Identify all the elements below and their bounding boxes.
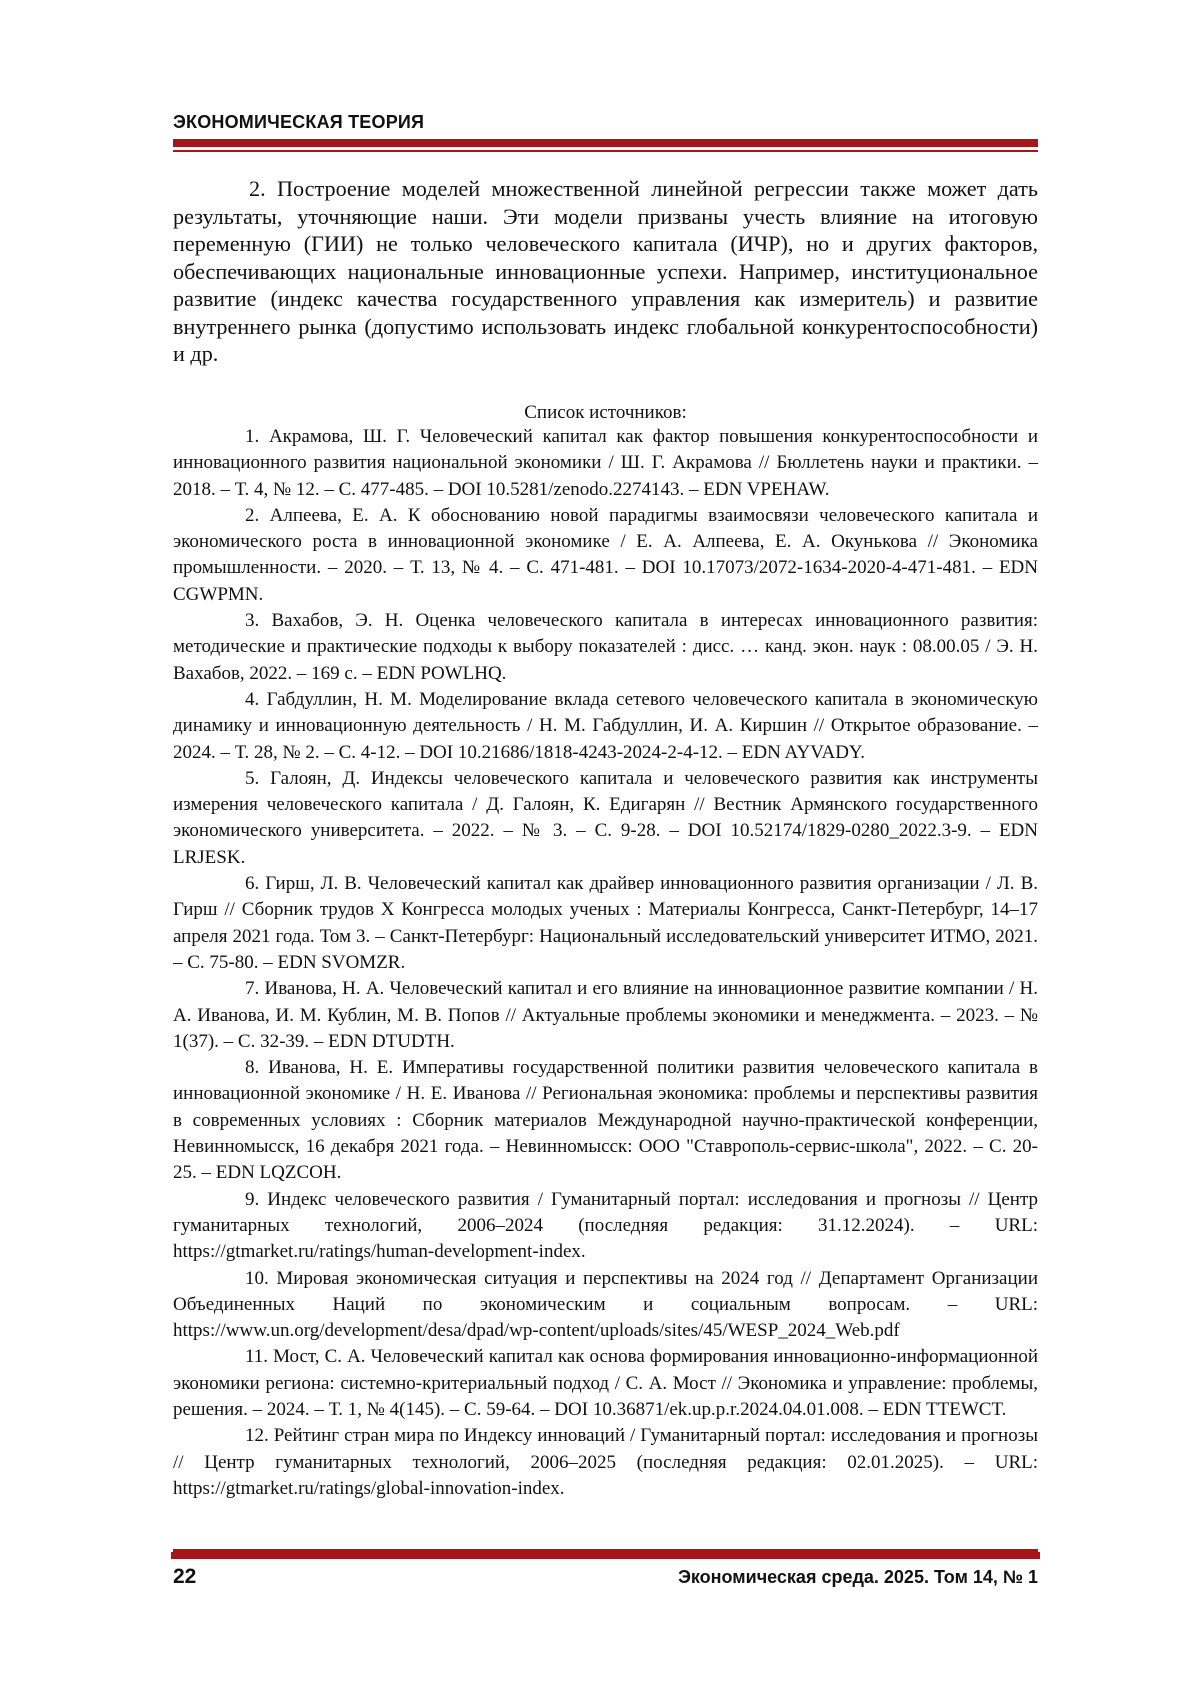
reference-item: 12. Рейтинг стран мира по Индексу инноваций / Гуманитарный портал: исследования и прогнозы // Центр гуманитарных технологий, 2006–2025 (последняя редакция: 02.01.2025). – URL: https://gtmarket.ru/ratings/global-innovation-index. (173, 1423, 1038, 1502)
reference-item: 7. Иванова, Н. А. Человеческий капитал и его влияние на инновационное развитие компании / Н. А. Иванова, И. М. Кублин, М. В. Попов // Актуальные проблемы экономики и менеджмента. – 2023. – № 1(37). – С. 32-39. – EDN DTUDTH. (173, 976, 1038, 1055)
header-rule (173, 139, 1038, 147)
footer-rule (173, 1549, 1038, 1552)
body-paragraph: 2. Построение моделей множественной линейной регрессии также может дать результаты, уточняющие наши. Эти модели призваны учесть влияние на итоговую переменную (ГИИ) не только человеческого капитала (ИЧР), но и других факторов, обеспечивающих национальные инновационные успехи. Например, институциональное развитие (индекс качества государственного управления как измеритель) и развитие внутреннего рынка (допустимо использовать индекс глобальной конкурентоспособности) и др. (173, 175, 1038, 368)
journal-citation: Экономическая среда. 2025. Том 14, № 1 (678, 1567, 1038, 1588)
reference-item: 10. Мировая экономическая ситуация и перспективы на 2024 год // Департамент Организации Объединенных Наций по экономическим и социальным вопросам. – URL: https://www.un.org/development/desa/dpad/wp-content/uploads/sites/45/WESP_2024_Web.pdf (173, 1266, 1038, 1345)
reference-item: 9. Индекс человеческого развития / Гуманитарный портал: исследования и прогнозы // Центр гуманитарных технологий, 2006–2024 (последняя редакция: 31.12.2024). – URL: https://gtmarket.ru/ratings/human-development-index. (173, 1187, 1038, 1266)
references-list (173, 424, 1038, 1502)
reference-item: 8. Иванова, Н. Е. Императивы государственной политики развития человеческого капитала в инновационной экономике / Н. Е. Иванова // Региональная экономика: проблемы и перспективы развития в современных условиях : Сборник материалов Международной научно-практической конференции, Невинномысск, 16 декабря 2021 года. – Невинномысск: ООО "Ставрополь-сервис-школа", 2022. – С. 20-25. – EDN LQZCOH. (173, 1055, 1038, 1186)
page-number: 22 (173, 1565, 196, 1589)
reference-item: 3. Вахабов, Э. Н. Оценка человеческого капитала в интересах инновационного развития: методические и практические подходы к выбору показателей : дисс. … канд. экон. наук : 08.00.05 / Э. Н. Вахабов, 2022. – 169 с. – EDN POWLHQ. (173, 608, 1038, 687)
reference-item: 11. Мост, С. А. Человеческий капитал как основа формирования инновационно-информационной экономики региона: системно-критериальный подход / С. А. Мост // Экономика и управление: проблемы, решения. – 2024. – Т. 1, № 4(145). – С. 59-64. – DOI 10.36871/ek.up.p.r.2024.04.01.008. – EDN TTEWCT. (173, 1344, 1038, 1423)
reference-item: 5. Галоян, Д. Индексы человеческого капитала и человеческого развития как инструменты измерения человеческого капитала / Д. Галоян, К. Едигарян // Вестник Армянского государственного экономического университета. – 2022. – № 3. – С. 9-28. – DOI 10.52174/1829-0280_2022.3-9. – EDN LRJESK. (173, 766, 1038, 871)
section-header: ЭКОНОМИЧЕСКАЯ ТЕОРИЯ (173, 112, 424, 133)
reference-item: 6. Гирш, Л. В. Человеческий капитал как драйвер инновационного развития организации / Л. В. Гирш // Сборник трудов X Конгресса молодых ученых : Материалы Конгресса, Санкт-Петербург, 14–17 апреля 2021 года. Том 3. – Санкт-Петербург: Национальный исследовательский университет ИТМО, 2021. – С. 75-80. – EDN SVOMZR. (173, 871, 1038, 976)
reference-item: 2. Алпеева, Е. А. К обоснованию новой парадигмы взаимосвязи человеческого капитала и экономического роста в инновационной экономике / Е. А. Алпеева, Е. А. Окунькова // Экономика промышленности. – 2020. – Т. 13, № 4. – С. 471-481. – DOI 10.17073/2072-1634-2020-4-471-481. – EDN CGWPMN. (173, 503, 1038, 608)
reference-item: 1. Акрамова, Ш. Г. Человеческий капитал как фактор повышения конкурентоспособности и инновационного развития национальной экономики / Ш. Г. Акрамова // Бюллетень науки и практики. – 2018. – Т. 4, № 12. – С. 477-485. – DOI 10.5281/zenodo.2274143. – EDN VPEHAW. (173, 424, 1038, 503)
references-title: Список источников: (173, 400, 1038, 425)
reference-item: 4. Габдуллин, Н. М. Моделирование вклада сетевого человеческого капитала в экономическую динамику и инновационную деятельность / Н. М. Габдуллин, И. А. Киршин // Открытое образование. – 2024. – Т. 28, № 2. – С. 4-12. – DOI 10.21686/1818-4243-2024-2-4-12. – EDN AYVADY. (173, 687, 1038, 766)
